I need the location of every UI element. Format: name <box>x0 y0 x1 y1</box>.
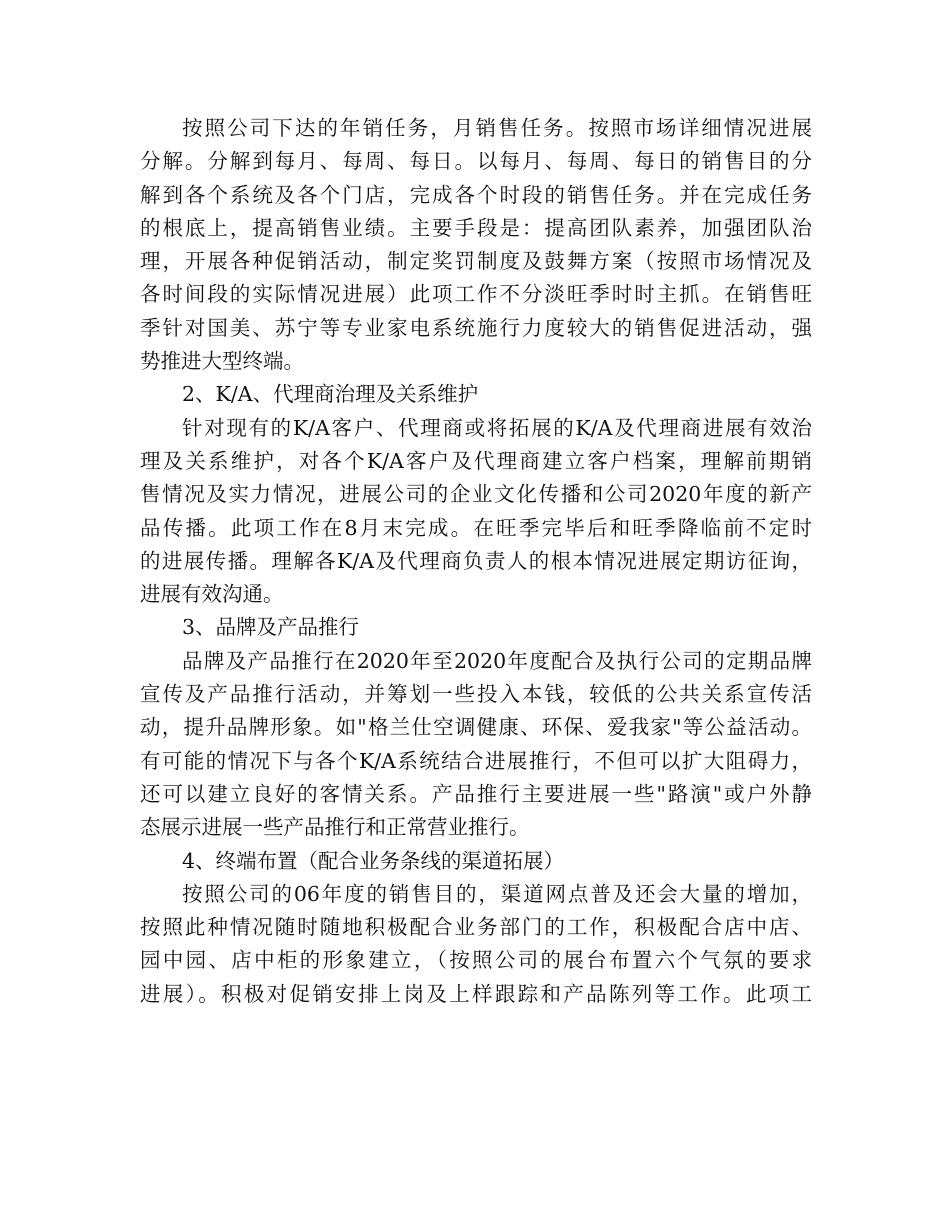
paragraph-line: 品牌及产品推行在2020年至2020年度配合及执行公司的定期品牌 <box>182 648 812 673</box>
heading-text: 4、终端布置（配合业务条线的渠道拓展） <box>182 848 565 873</box>
paragraph <box>140 412 812 612</box>
paragraph-line: 宣传及产品推行活动，并筹划一些投入本钱，较低的公共关系宣传活 <box>140 682 812 707</box>
paragraph-line: 售情况及实力情况，进展公司的企业文化传播和公司2020年度的新产 <box>140 482 812 507</box>
paragraph-line: 解到各个系统及各个门店，完成各个时段的销售任务。并在完成任务 <box>140 182 812 207</box>
paragraph <box>140 112 812 378</box>
paragraph-line: 还可以建立良好的客情关系。产品推行主要进展一些"路演"或户外静 <box>140 781 812 806</box>
paragraph-line: 理，开展各种促销活动，制定奖罚制度及鼓舞方案（按照市场情况及 <box>140 249 812 274</box>
paragraph <box>140 878 812 1011</box>
paragraph-line: 季针对国美、苏宁等专业家电系统施行力度较大的销售促进活动，强 <box>140 315 812 340</box>
paragraph-line: 各时间段的实际情况进展）此项工作不分淡旺季时时主抓。在销售旺 <box>140 282 812 307</box>
paragraph-line: 分解。分解到每月、每周、每日。以每月、每周、每日的销售目的分 <box>140 149 812 174</box>
section-heading <box>140 378 812 411</box>
paragraph-line: 势推进大型终端。 <box>140 349 304 374</box>
paragraph-line: 进展有效沟通。 <box>140 582 284 607</box>
paragraph-line: 的进展传播。理解各K/A及代理商负责人的根本情况进展定期访征询， <box>140 548 812 573</box>
paragraph-line: 园中园、店中柜的形象建立，（按照公司的展台布置六个气氛的要求 <box>140 948 812 973</box>
paragraph-line: 进展）。积极对促销安排上岗及上样跟踪和产品陈列等工作。此项工 <box>140 981 812 1006</box>
paragraph-line: 态展示进展一些产品推行和正常营业推行。 <box>140 815 530 840</box>
paragraph-line: 品传播。此项工作在8月末完成。在旺季完毕后和旺季降临前不定时 <box>140 515 812 540</box>
paragraph-line: 的根底上，提高销售业绩。主要手段是：提高团队素养，加强团队治 <box>140 215 812 240</box>
section-heading <box>140 845 812 878</box>
paragraph-line: 按照此种情况随时随地积极配合业务部门的工作，积极配合店中店、 <box>140 915 812 940</box>
paragraph-line: 有可能的情况下与各个K/A系统结合进展推行，不但可以扩大阻碍力， <box>140 748 812 773</box>
document-body <box>140 112 812 1011</box>
paragraph-line: 按照公司的06年度的销售目的，渠道网点普及还会大量的增加， <box>182 881 812 906</box>
paragraph <box>140 645 812 845</box>
paragraph-line: 动，提升品牌形象。如"格兰仕空调健康、环保、爱我家"等公益活动。 <box>140 715 812 740</box>
heading-text: 2、K/A、代理商治理及关系维护 <box>182 382 479 407</box>
section-heading <box>140 611 812 644</box>
heading-text: 3、品牌及产品推行 <box>182 615 360 640</box>
paragraph-line: 针对现有的K/A客户、代理商或将拓展的K/A及代理商进展有效治 <box>182 415 812 440</box>
paragraph-line: 理及关系维护，对各个K/A客户及代理商建立客户档案，理解前期销 <box>140 448 812 473</box>
paragraph-line: 按照公司下达的年销任务，月销售任务。按照市场详细情况进展 <box>182 116 812 140</box>
